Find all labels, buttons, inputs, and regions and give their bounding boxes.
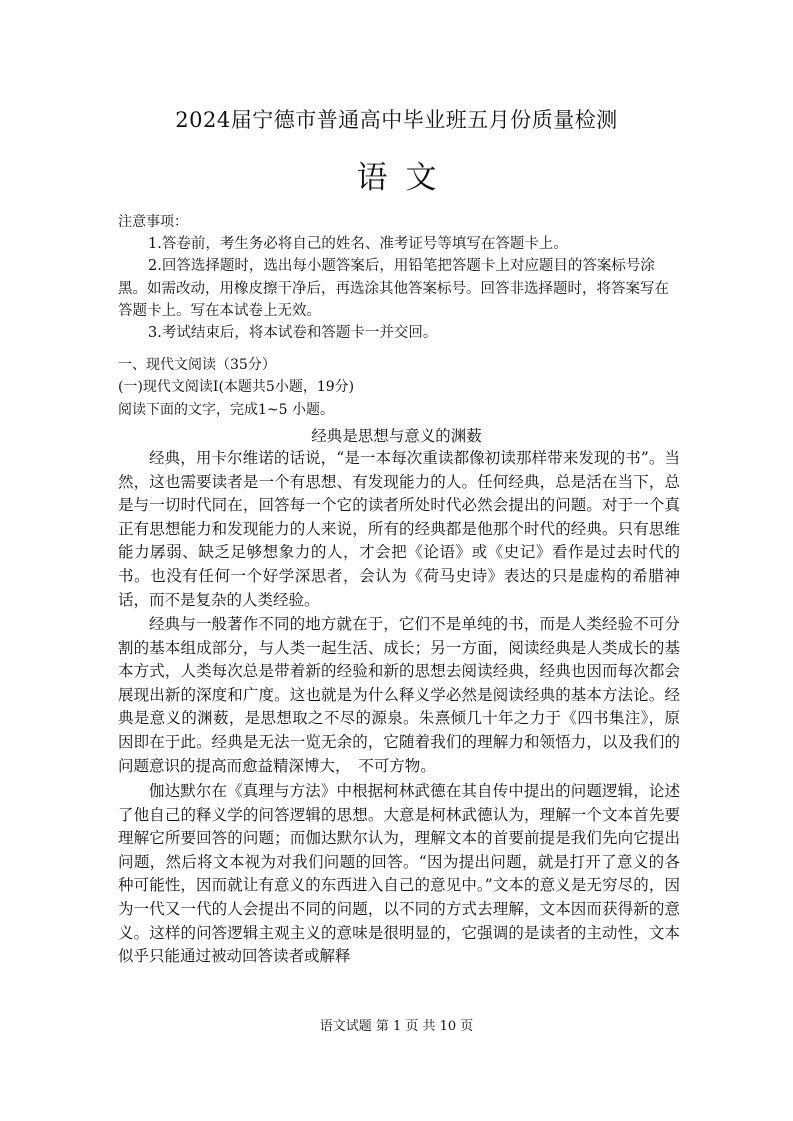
section-heading: 一、现代文阅读（35分） xyxy=(118,357,276,373)
article-paragraph-2: 经典与一般著作不同的地方就在于，它们不是单纯的书，而是人类经验不可分割的基本组成部分，与人类一起生活、成长；另一方面，阅读经典是人类成长的基本方式，人类每次总是带着新的经验和新的思想去阅读经典，经典也因而每次都会展现出新的深度和广度。这也就是为什么释义学必然是阅读经典的基本方法论。经典是意义的渊薮，是思想取之不尽的源泉。朱熹倾几十年之力于《四书集注》，原因即在于此。经典是无法一览无余的，它随着我们的理解力和领悟力，以及我们的问题意识的提高而愈益精深博大， 不可方物。 xyxy=(118,615,680,775)
notes-heading: 注意事项： xyxy=(118,214,188,230)
article-title: 经典是思想与意义的渊薮 xyxy=(311,427,482,445)
note-item-2: 2.回答选择题时，选出每小题答案后，用铅笔把答题卡上对应题目的答案标号涂黑。如需改动，用橡皮擦干净后，再选涂其他答案标号。回答非选择题时，将答案写在答题卡上。写在本试卷上无效。 xyxy=(118,258,669,319)
article-paragraph-3: 伽达默尔在《真理与方法》中根据柯林武德在其自传中提出的问题逻辑，论述了他自己的释义学的问答逻辑的思想。大意是柯林武德认为，理解一个文本首先要理解它所要回答的问题；而伽达默尔认为，理解文本的首要前提是我们先向它提出问题，然后将文本视为对我们问题的回答。“因为提出问题，就是打开了意义的各种可能性，因而就让有意义的东西进入自己的意见中。”文本的意义是无穷尽的，因为一代又一代的人会提出不同的问题，以不同的方式去理解，文本因而获得新的意义。这样的问答逻辑主观主义的意味是很明显的，它强调的是读者的主动性，文本似乎只能通过被动回答读者或解释 xyxy=(118,782,680,966)
subsection-heading: (一)现代文阅读Ⅰ(本题共5小题，19分) xyxy=(118,379,355,395)
reading-instruction: 阅读下面的文字，完成1~5 小题。 xyxy=(118,402,334,418)
note-item-1: 1.答卷前，考生务必将自己的姓名、准考证号等填写在答题卡上。 xyxy=(148,236,568,252)
exam-title: 2024届宁德市普通高中毕业班五月份质量检测 xyxy=(175,108,618,132)
subject-title: 语文 xyxy=(356,160,455,196)
article-paragraph-1: 经典，用卡尔维诺的话说，“是一本每次重读都像初读那样带来发现的书”。当然，这也需要读者是一个有思想、有发现能力的人。任何经典，总是活在当下，总是与一切时代同在，回答每一个它的读者所处时代必然会提出的问题。对于一个真正有思想能力和发现能力的人来说，所有的经典都是他那个时代的经典。只有思维能力孱弱、缺乏足够想象力的人，才会把《论语》或《史记》看作是过去时代的书。也没有任何一个好学深思者，会认为《荷马史诗》表达的只是虚构的希腊神话，而不是复杂的人类经验。 xyxy=(118,449,680,609)
note-item-3: 3.考试结束后，将本试卷和答题卡一并交回。 xyxy=(148,325,438,341)
page-footer: 语文试题 第 1 页 共 10 页 xyxy=(319,1019,474,1034)
